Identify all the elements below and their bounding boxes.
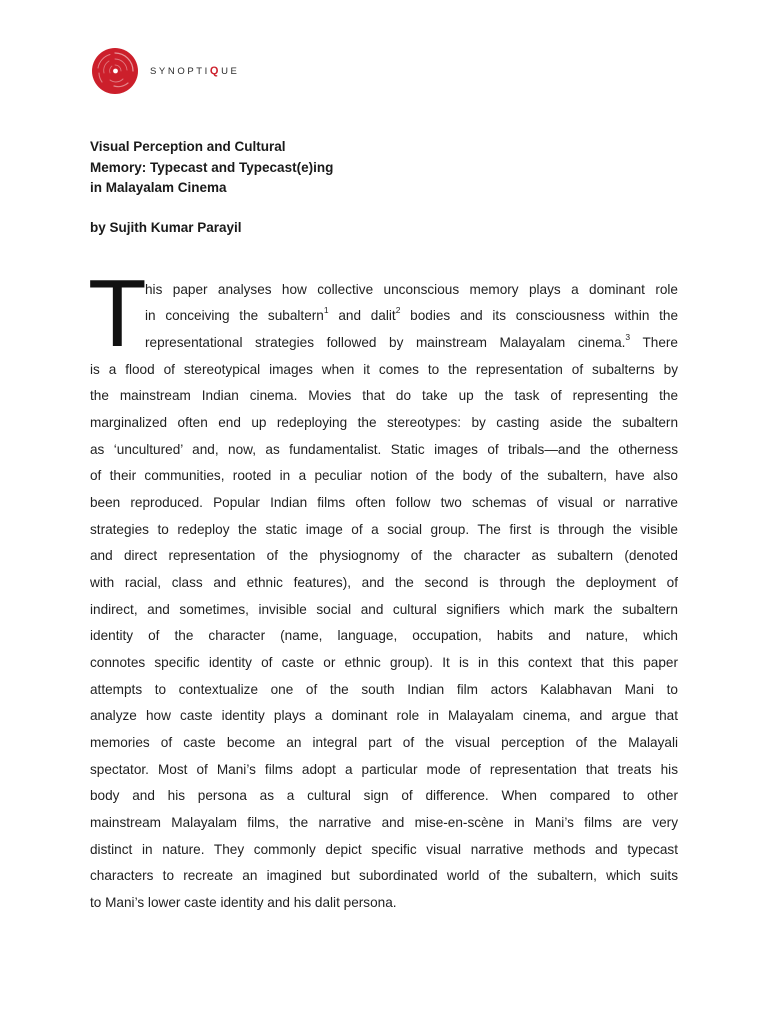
body-line: characters to recreate an imagined but subordinated world of the subaltern, which suits bbox=[90, 868, 678, 883]
body-line: been reproduced. Popular Indian films often follow two schemas of visual or narrative bbox=[90, 495, 678, 510]
brand-name: SYNOPTIQUE bbox=[150, 65, 240, 77]
title-line: Visual Perception and Cultural bbox=[90, 139, 286, 154]
body-line: indirect, and sometimes, invisible social and cultural signifiers which mark the subaltern bbox=[90, 602, 678, 617]
body-line: the mainstream Indian cinema. Movies that do take up the task of representing the bbox=[90, 388, 678, 403]
body-line: marginalized often end up redeploying the stereotypes: by casting aside the subaltern bbox=[90, 415, 678, 430]
body-line: connotes specific identity of caste or ethnic group). It is in this context that this paper bbox=[90, 655, 678, 670]
body-line: representational strategies followed by mainstream Malayalam cinema.$^3$ There bbox=[145, 334, 678, 350]
title-line: in Malayalam Cinema bbox=[90, 180, 227, 195]
body-line: to Mani’s lower caste identity and his dalit persona. bbox=[90, 895, 397, 910]
body-line: attempts to contextualize one of the south Indian film actors Kalabhavan Mani to bbox=[90, 682, 678, 697]
footnote-ref: 3 bbox=[625, 334, 631, 343]
body-line: in conceiving the subaltern$^1$ and dalit$^2$ bodies and its consciousness within the bbox=[145, 307, 678, 323]
body-line: mainstream Malayalam films, the narrative and mise-en-scène in Mani’s films are very bbox=[90, 815, 678, 830]
body-line: with racial, class and ethnic features), and the second is through the deployment of bbox=[90, 575, 678, 590]
footnote-ref: 2 bbox=[395, 307, 401, 316]
paper-title bbox=[90, 137, 410, 199]
body-line: distinct in nature. They commonly depict specific visual narrative methods and typecast bbox=[90, 842, 678, 857]
body-line: his paper analyses how collective unconscious memory plays a dominant role bbox=[145, 282, 678, 297]
title-line: Memory: Typecast and Typecast(e)ing bbox=[90, 159, 334, 175]
body-line: memories of caste become an integral part of the visual perception of the Malayali bbox=[90, 735, 678, 750]
body-line: spectator. Most of Mani’s films adopt a particular mode of representation that treats his bbox=[90, 762, 678, 777]
body-line: and direct representation of the physiognomy of the character as subaltern (denoted bbox=[90, 548, 678, 563]
swirl-logo-icon bbox=[90, 46, 140, 96]
body-line: body and his persona as a cultural sign of difference. When compared to other bbox=[90, 788, 678, 803]
footnote-ref: 1 bbox=[323, 307, 329, 316]
synoptique-logo bbox=[90, 46, 239, 96]
body-line: as ‘uncultured’ and, now, as fundamentalist. Static images of tribals—and the otherness bbox=[90, 442, 678, 457]
author-byline: by Sujith Kumar Parayil bbox=[90, 220, 242, 235]
body-line: identity of the character (name, language, occupation, habits and nature, which bbox=[90, 628, 678, 643]
body-line: strategies to redeploy the static image of a social group. The first is through the visible bbox=[90, 522, 678, 537]
body-line: is a flood of stereotypical images when it comes to the representation of subalterns by bbox=[90, 362, 678, 377]
body-line: analyze how caste identity plays a dominant role in Malayalam cinema, and argue that bbox=[90, 708, 678, 723]
drop-cap: T bbox=[88, 260, 147, 367]
body-line: of their communities, rooted in a peculiar notion of the body of the subaltern, have also bbox=[90, 468, 678, 483]
